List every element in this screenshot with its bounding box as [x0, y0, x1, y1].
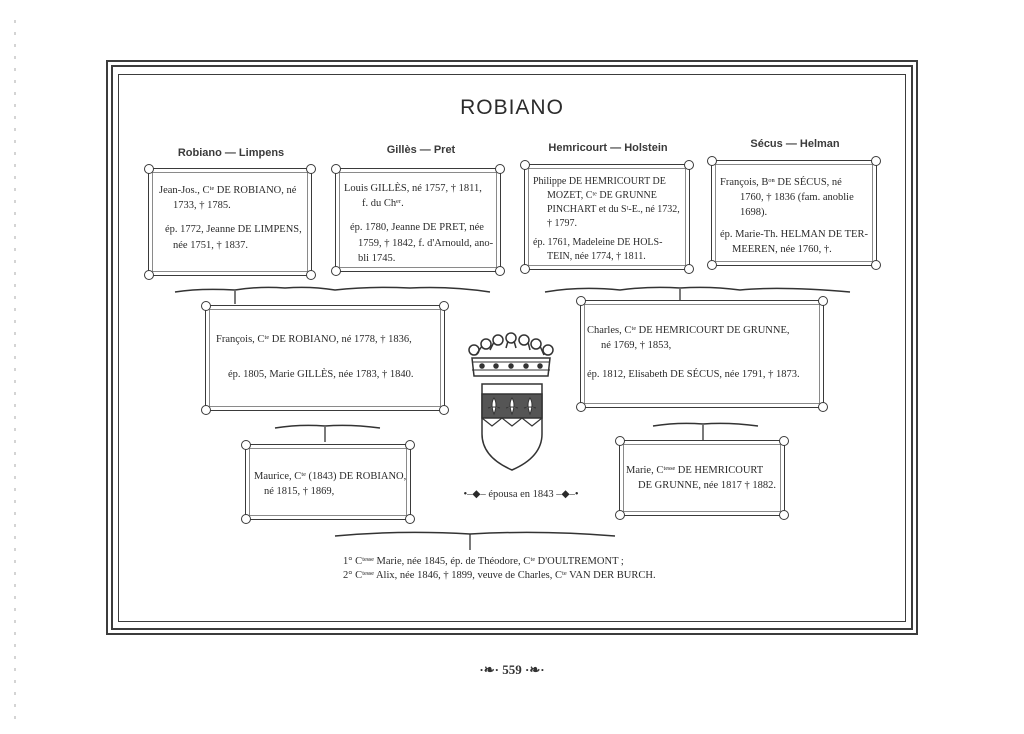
ornament-right-icon: ·❧· — [525, 662, 545, 677]
heading-robiano-limpens: Robiano — Limpens — [177, 147, 285, 159]
box-charles-hemricourt — [580, 300, 824, 408]
line: Louis GILLÈS, né 1757, † 1811, — [344, 183, 482, 194]
box-francois-robiano — [205, 305, 445, 411]
line: née 1751, † 1837. — [173, 239, 248, 251]
line: TEIN, née 1774, † 1811. — [547, 251, 646, 262]
box-gilles-pret — [335, 168, 501, 272]
box-maurice — [245, 444, 411, 520]
box-robiano-limpens — [148, 168, 312, 276]
page-title: ROBIANO — [460, 96, 564, 119]
crown-icon — [469, 333, 553, 376]
line: Marie, Cᵗᵉˢˢᵉ DE HEMRICOURT — [626, 465, 764, 476]
line: MEEREN, née 1760, †. — [732, 243, 832, 255]
heading-gilles-pret: Gillès — Pret — [386, 144, 456, 156]
heading-secus-helman: Sécus — Helman — [750, 138, 840, 150]
line: François, Cᵗᵉ DE ROBIANO, né 1778, † 1836, — [216, 334, 412, 345]
line: né 1769, † 1853, — [601, 340, 672, 352]
line: PINCHART et du Sᵗ-E., né 1732, — [547, 204, 680, 215]
line: Charles, Cᵗᵉ DE HEMRICOURT DE GRUNNE, — [587, 325, 790, 336]
box-marie — [619, 440, 785, 516]
line: ép. 1812, Elisabeth DE SÉCUS, née 1791, † 1873. — [587, 369, 800, 381]
box-secus-helman — [711, 160, 877, 266]
page-edge-mark — [14, 20, 16, 720]
line: f. du Chᵉʳ. — [362, 198, 404, 210]
line: 1733, † 1785. — [173, 200, 231, 212]
page-number — [0, 662, 1024, 678]
shield-icon — [482, 384, 542, 470]
line: 1760, † 1836 (fam. anoblie — [740, 192, 854, 204]
marriage-note — [446, 488, 596, 500]
line: ép. 1772, Jeanne DE LIMPENS, — [165, 224, 302, 236]
line: François, Bᵒⁿ DE SÉCUS, né — [720, 177, 842, 188]
box-hemricourt-holstein — [524, 164, 690, 270]
heading-hemricourt-holstein: Hemricourt — Holstein — [548, 142, 668, 154]
ornament-left-icon: ·❧· — [479, 662, 499, 677]
line: bli 1745. — [358, 252, 396, 264]
line: ép. 1805, Marie GILLÈS, née 1783, † 1840. — [228, 369, 414, 381]
line: MOZET, Cᵗᵉ DE GRUNNE — [547, 190, 657, 201]
line: ép. 1761, Madeleine DE HOLS- — [533, 237, 663, 248]
ornament-left-icon: •–◆– — [463, 489, 486, 500]
marriage-note-text: épousa en 1843 — [488, 489, 554, 500]
line: 1759, † 1842, f. d'Arnould, ano- — [358, 237, 494, 249]
line: Maurice, Cᵗᵉ (1843) DE ROBIANO, — [254, 471, 407, 482]
line: ép. Marie-Th. HELMAN DE TER- — [720, 228, 868, 240]
child-1: 1° Cᵗᵉˢˢᵉ Marie, née 1845, ép. de Théodore, Cᵗᵉ D'OULTREMONT ; — [343, 556, 624, 567]
coat-of-arms — [462, 322, 562, 474]
page-number-text: 559 — [502, 662, 522, 677]
line: 1698). — [740, 207, 768, 219]
child-2: 2° Cᵗᵉˢˢᵉ Alix, née 1846, † 1899, veuve de Charles, Cᵗᵉ VAN DER BURCH. — [343, 570, 656, 581]
line: né 1815, † 1869, — [264, 486, 335, 498]
line: ép. 1780, Jeanne DE PRET, née — [350, 222, 484, 234]
line: † 1797. — [547, 218, 577, 229]
ornament-right-icon: –◆–• — [556, 489, 579, 500]
connector-children — [330, 524, 620, 554]
line: Philippe DE HEMRICOURT DE — [533, 176, 666, 187]
line: Jean-Jos., Cᵗᵉ DE ROBIANO, né — [159, 185, 297, 196]
line: DE GRUNNE, née 1817 † 1882. — [638, 480, 776, 492]
